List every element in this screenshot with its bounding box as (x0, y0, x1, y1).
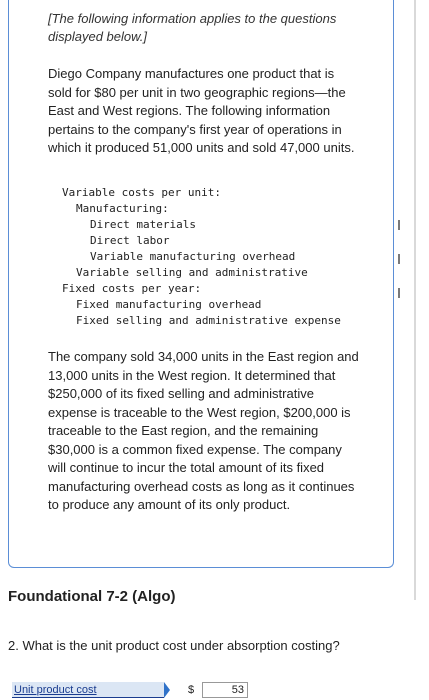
problem-paragraph-1: Diego Company manufactures one product that is sold for $80 per unit in two geographic regions—the East and West regions. The following information pertains to the company's first year of operations in which it produced 51,000 units and sold 47,000 units. (48, 66, 355, 155)
page-edge-divider (414, 0, 416, 600)
cost-list-item: Variable manufacturing overhead (90, 250, 296, 263)
cost-list-item: Fixed costs per year: (62, 282, 202, 295)
answer-label: Unit product cost (12, 682, 164, 698)
cost-list-item: Direct labor (90, 234, 170, 247)
answer-row (12, 682, 244, 698)
column-marker (398, 288, 400, 298)
cost-list-item: Direct materials (90, 218, 196, 231)
cost-list (48, 185, 398, 329)
cost-list-item: Variable costs per unit: (62, 186, 221, 199)
cost-list-item: Fixed selling and administrative expense (76, 314, 341, 327)
cost-list-item: Manufacturing: (76, 202, 169, 215)
answer-label-underline (12, 697, 164, 698)
answer-marker-icon (164, 682, 170, 698)
cost-list-item: Fixed manufacturing overhead (76, 298, 262, 311)
problem-paragraph-2: The company sold 34,000 units in the East region and 13,000 units in the West region. It determined that $250,000 of its fixed selling and administrative expense is traceable to the West region, $200,000 is traceable to the East region, and the remaining $30,000 is a common fixed expense. The company will continue to incur the total amount of its fixed manufacturing overhead costs as long as it continues to produce any amount of its only product. (48, 349, 359, 512)
intro-note: [The following information applies to the questions displayed below.] (48, 11, 337, 44)
cost-list-item: Variable selling and administrative (76, 266, 308, 279)
question-text: 2. What is the unit product cost under absorption costing? (8, 638, 340, 653)
unit-product-cost-input[interactable]: 53 (202, 682, 248, 698)
currency-symbol: $ (188, 684, 195, 696)
section-heading: Foundational 7-2 (Algo) (8, 588, 176, 605)
column-marker (398, 254, 400, 264)
column-marker (398, 220, 400, 230)
